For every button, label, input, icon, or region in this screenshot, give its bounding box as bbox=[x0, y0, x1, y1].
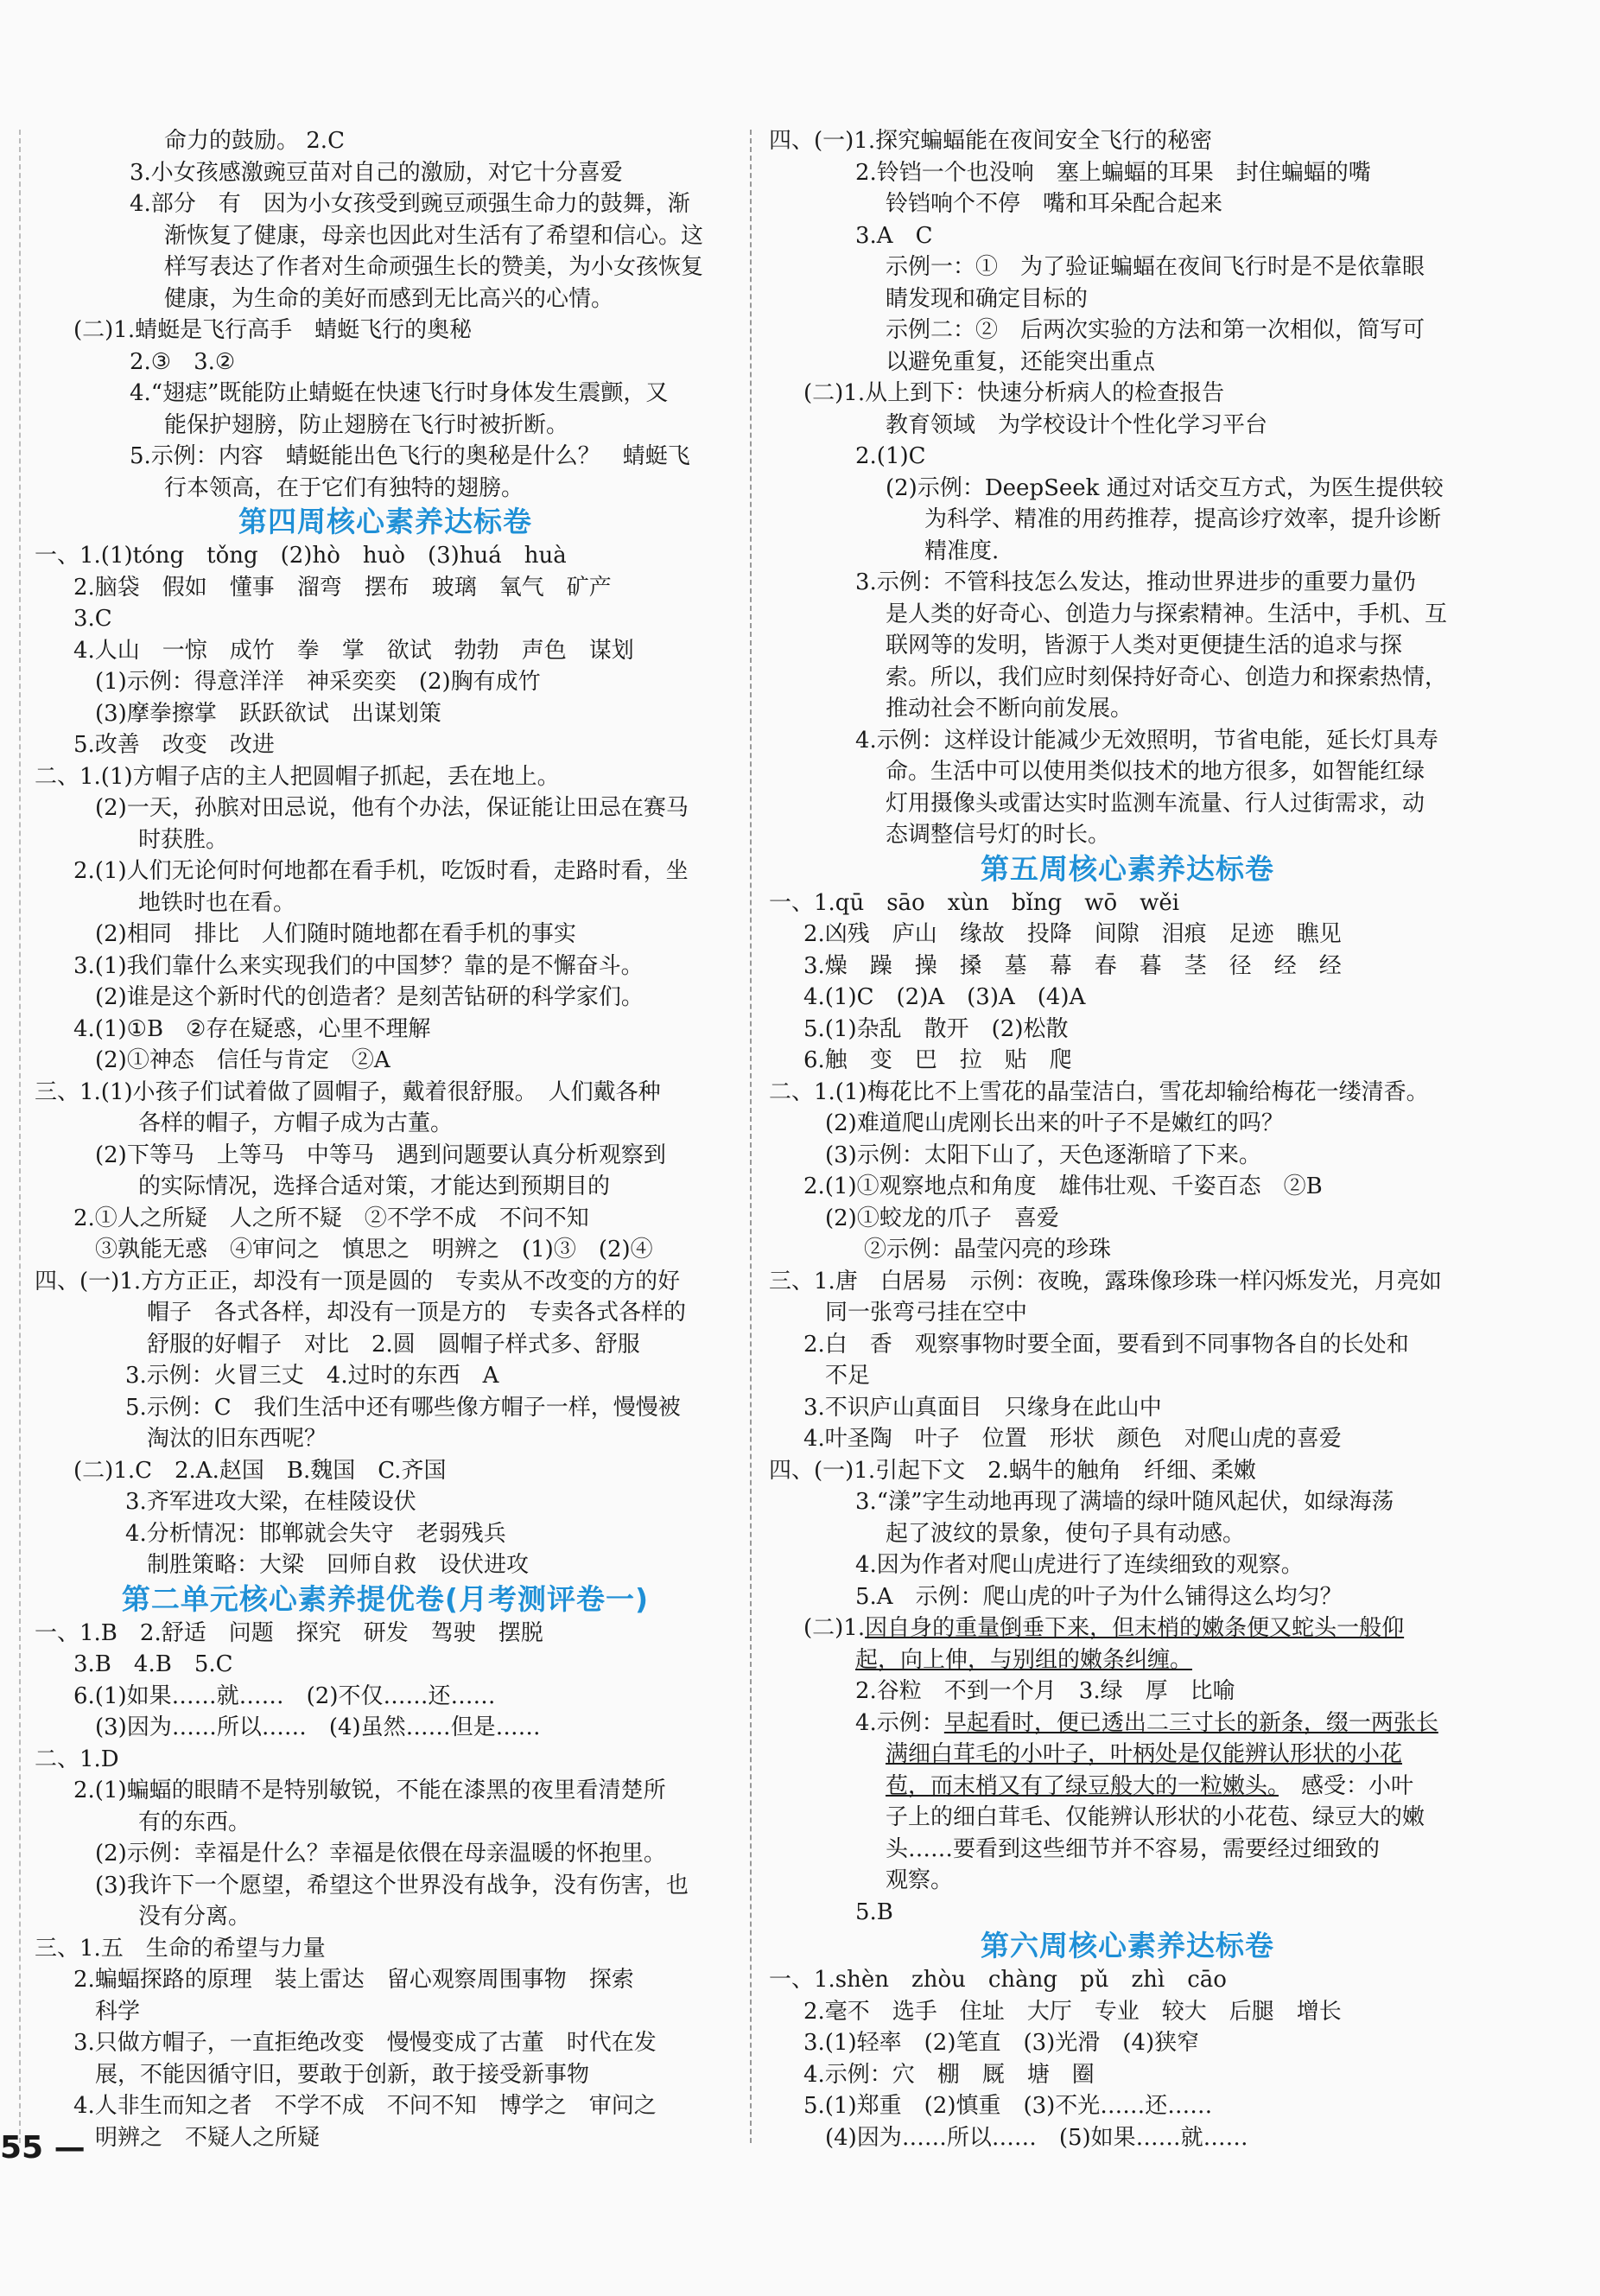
answer-line bbox=[769, 473, 1486, 505]
answer-line bbox=[35, 1297, 736, 1329]
section-title bbox=[769, 1928, 1486, 1964]
answer-text: (1)示例：得意洋洋 神采奕奕 (2)胸有成竹 bbox=[95, 669, 541, 695]
answer-line bbox=[35, 1518, 736, 1550]
answer-text: 三、1.五 生命的希望与力量 bbox=[35, 1935, 326, 1962]
answer-line bbox=[35, 540, 736, 572]
answer-text: 3.示例：不管科技怎么发达，推动世界进步的重要力量仍 bbox=[855, 569, 1416, 595]
answer-line bbox=[769, 1549, 1486, 1581]
section-title-text: 第五周核心素养达标卷 bbox=[981, 851, 1274, 886]
answer-line bbox=[769, 1077, 1486, 1109]
answer-line bbox=[769, 1423, 1486, 1455]
answer-text: 4.示例： bbox=[855, 1709, 944, 1736]
answer-line bbox=[35, 251, 736, 283]
answer-text: 5.示例：C 我们生活中还有哪些像方帽子一样，慢慢被 bbox=[125, 1394, 681, 1421]
answer-text: 3.小女孩感激豌豆苗对自己的激励，对它十分喜爱 bbox=[130, 159, 623, 186]
answer-text: 3.(1)我们靠什么来实现我们的中国梦？靠的是不懈奋斗。 bbox=[73, 952, 644, 979]
answer-text: 5.B bbox=[855, 1898, 893, 1925]
answer-line bbox=[35, 347, 736, 378]
answer-text: 为科学、精准的用药推荐，提高诊疗效率，提升诊断 bbox=[924, 506, 1442, 532]
answer-text: 一、1.qū sāo xùn bǐng wō wěi bbox=[769, 889, 1180, 916]
answer-text: 一、1.B 2.舒适 问题 探究 研发 驾驶 摆脱 bbox=[35, 1619, 543, 1646]
answer-text: 索。所以，我们应时刻保持好奇心、创造力和探索热情， bbox=[886, 664, 1448, 690]
answer-line bbox=[35, 1681, 736, 1713]
answer-text: 的实际情况，选择合适对策，才能达到预期目的 bbox=[138, 1173, 611, 1199]
answer-text: (2)一天，孙膑对田忌说，他有个办法，保证能让田忌在赛马 bbox=[95, 795, 689, 821]
section-title-text: 第四周核心素养达标卷 bbox=[238, 505, 532, 538]
answer-text: 2.谷粒 不到一个月 3.绿 厚 比喻 bbox=[855, 1678, 1235, 1704]
answer-line bbox=[35, 1140, 736, 1172]
answer-text: 地铁时也在看。 bbox=[138, 889, 296, 916]
answer-text: ③孰能无惑 ④审问之 慎思之 明辨之 (1)③ (2)④ bbox=[95, 1237, 653, 1262]
answer-text: 起了波纹的景象，使句子具有动感。 bbox=[886, 1520, 1246, 1547]
answer-line bbox=[35, 157, 736, 189]
answer-text: (2)示例：幸福是什么？幸福是依偎在母亲温暖的怀抱里。 bbox=[95, 1841, 666, 1867]
answer-text: 2.(1)蝙蝠的眼睛不是特别敏锐，不能在漆黑的夜里看清楚所 bbox=[73, 1778, 666, 1803]
answer-line bbox=[769, 347, 1486, 378]
answer-text: (3)我许下一个愿望，希望这个世界没有战争，没有伤害，也 bbox=[95, 1872, 689, 1898]
answer-line bbox=[35, 1045, 736, 1077]
answer-line bbox=[769, 1203, 1486, 1235]
answer-text: 一、1.(1)tóng tǒng (2)hò huò (3)huá huà bbox=[35, 543, 567, 569]
answer-line bbox=[769, 1964, 1486, 1996]
answer-line bbox=[35, 1171, 736, 1203]
answer-text: 同一张弯弓挂在空中 bbox=[825, 1300, 1028, 1326]
answer-text: 一、1.shèn zhòu chàng pǔ zhì cāo bbox=[769, 1967, 1227, 1993]
answer-text: 头……要看到这些细节并不容易，需要经过细致的 bbox=[886, 1835, 1381, 1862]
answer-line bbox=[35, 1712, 736, 1744]
answer-text: (2)谁是这个新时代的创造者？是刻苦钻研的科学家们。 bbox=[95, 984, 644, 1010]
answer-text: 3.“漾”字生动地再现了满墙的绿叶随风起伏，如绿海荡 bbox=[855, 1489, 1394, 1515]
answer-line bbox=[769, 1171, 1486, 1203]
page-number: 55 — bbox=[0, 2130, 86, 2166]
answer-text: (3)摩拳擦掌 跃跃欲试 出谋划策 bbox=[95, 700, 441, 727]
answer-text: 4.示例：穴 棚 厩 塘 圈 bbox=[803, 2061, 1095, 2088]
answer-line bbox=[35, 410, 736, 442]
answer-text: ②示例：晶莹闪亮的珍珠 bbox=[864, 1237, 1112, 1262]
answer-line bbox=[35, 1329, 736, 1361]
answer-text: 子上的细白茸毛、仅能辨认形状的小花苞、绿豆大的嫩 bbox=[886, 1804, 1425, 1830]
answer-line bbox=[769, 693, 1486, 725]
answer-text: (2)①神态 信任与肯定 ②A bbox=[95, 1047, 390, 1073]
answer-line bbox=[769, 1486, 1486, 1518]
answer-line bbox=[35, 1077, 736, 1109]
answer-text: 铃铛响个不停 嘴和耳朵配合起来 bbox=[886, 191, 1223, 217]
answer-text: 2.(1)①观察地点和角度 雄伟壮观、千姿百态 ②B bbox=[803, 1173, 1323, 1199]
answer-line bbox=[769, 1045, 1486, 1077]
answer-line bbox=[769, 283, 1486, 315]
answer-text: 2.白 香 观察事物时要全面，要看到不同事物各自的长处和 bbox=[803, 1331, 1409, 1358]
answer-line bbox=[769, 504, 1486, 536]
answer-text: 2.脑袋 假如 懂事 溜弯 摆布 玻璃 氧气 矿产 bbox=[73, 574, 612, 601]
answer-line bbox=[35, 951, 736, 983]
section-title bbox=[769, 851, 1486, 887]
answer-line bbox=[769, 1360, 1486, 1392]
answer-text: 命。生活中可以使用类似技术的地方很多，如智能红绿 bbox=[886, 759, 1425, 785]
answer-line bbox=[35, 666, 736, 698]
answer-line bbox=[35, 855, 736, 887]
answer-text: 3.(1)轻率 (2)笔直 (3)光滑 (4)狭窄 bbox=[803, 2030, 1200, 2056]
answer-text: (二)1.从上到下：快速分析病人的检查报告 bbox=[803, 380, 1225, 406]
answer-line bbox=[769, 599, 1486, 631]
answer-text: 4.分析情况：邯郸就会失守 老弱残兵 bbox=[125, 1520, 506, 1547]
answer-text: 渐恢复了健康，母亲也因此对生活有了希望和信心。这 bbox=[164, 222, 704, 249]
answer-text: 3.燥 躁 操 搡 墓 幕 春 暮 茎 径 经 经 bbox=[803, 952, 1342, 979]
answer-line bbox=[35, 1964, 736, 1996]
answer-line bbox=[35, 1996, 736, 2028]
answer-line bbox=[769, 378, 1486, 410]
answer-line bbox=[769, 919, 1486, 951]
answer-line bbox=[769, 2090, 1486, 2122]
answer-text: 5.(1)杂乱 散开 (2)松散 bbox=[803, 1015, 1069, 1042]
answer-text: 能保护翅膀，防止翅膀在飞行时被折断。 bbox=[164, 411, 569, 438]
underlined-text: 起，向上伸，与别组的嫩条纠缠。 bbox=[855, 1646, 1193, 1673]
answer-text: 5.改善 改变 改进 bbox=[73, 732, 275, 758]
right-column bbox=[769, 125, 1486, 2153]
answer-line bbox=[35, 283, 736, 315]
answer-line bbox=[35, 1108, 736, 1140]
left-column bbox=[35, 125, 736, 2153]
answer-text: 4.因为作者对爬山虎进行了连续细致的观察。 bbox=[855, 1552, 1304, 1578]
answer-text: 观察。 bbox=[886, 1867, 954, 1893]
answer-line bbox=[769, 1014, 1486, 1046]
answer-line bbox=[769, 1865, 1486, 1897]
answer-line bbox=[35, 761, 736, 793]
answer-line bbox=[769, 1996, 1486, 2028]
answer-line bbox=[769, 125, 1486, 157]
answer-line bbox=[769, 1329, 1486, 1361]
answer-text: 精准度. bbox=[924, 537, 1000, 564]
answer-text: 4.“翅痣”既能防止蜻蜓在快速飞行时身体发生震颤，又 bbox=[130, 380, 669, 406]
answer-line bbox=[769, 1140, 1486, 1172]
answer-line bbox=[35, 1423, 736, 1455]
answer-line bbox=[769, 725, 1486, 757]
answer-text: 4.人山 一惊 成竹 拳 掌 欲试 勃勃 声色 谋划 bbox=[73, 637, 634, 664]
answer-line bbox=[769, 188, 1486, 220]
answer-line bbox=[35, 635, 736, 667]
section-title-text: 第六周核心素养达标卷 bbox=[981, 1929, 1274, 1962]
answer-line bbox=[35, 378, 736, 410]
answer-line bbox=[769, 788, 1486, 820]
answer-text: 3.不识庐山真面目 只缘身在此山中 bbox=[803, 1394, 1162, 1421]
answer-text: 二、1.D bbox=[35, 1746, 119, 1772]
answer-line bbox=[769, 315, 1486, 347]
answer-line bbox=[769, 1644, 1486, 1676]
answer-line bbox=[769, 819, 1486, 851]
answer-line bbox=[769, 1108, 1486, 1140]
answer-text: 5.(1)郑重 (2)慎重 (3)不光……还…… bbox=[803, 2093, 1213, 2119]
answer-text: 四、(一)1.探究蝙蝠能在夜间安全飞行的秘密 bbox=[769, 128, 1213, 154]
answer-line bbox=[35, 473, 736, 505]
answer-text: (二)1.C 2.A.赵国 B.魏国 C.齐国 bbox=[73, 1457, 447, 1484]
answer-line bbox=[35, 1901, 736, 1933]
answer-text: 6.触 变 巴 拉 贴 爬 bbox=[803, 1047, 1072, 1073]
answer-line bbox=[35, 1455, 736, 1487]
answer-text: 四、(一)1.引起下文 2.蜗牛的触角 纤细、柔嫩 bbox=[769, 1457, 1256, 1484]
section-title bbox=[35, 1581, 736, 1618]
answer-line bbox=[769, 567, 1486, 599]
answer-line bbox=[769, 1897, 1486, 1929]
answer-text: 二、1.(1)梅花比不上雪花的晶莹洁白，雪花却输给梅花一缕清香。 bbox=[769, 1078, 1429, 1105]
section-title bbox=[35, 504, 736, 540]
answer-line bbox=[35, 1392, 736, 1424]
answer-text: 以避免重复，还能突出重点 bbox=[886, 348, 1156, 375]
answer-line bbox=[35, 1203, 736, 1235]
answer-line bbox=[35, 2059, 736, 2091]
answer-line bbox=[35, 1549, 736, 1581]
answer-line bbox=[35, 1266, 736, 1298]
answer-line bbox=[35, 1360, 736, 1392]
answer-text: 样写表达了作者对生命顽强生长的赞美，为小女孩恢复 bbox=[164, 254, 704, 280]
answer-line bbox=[769, 1297, 1486, 1329]
answer-text: 推动社会不断向前发展。 bbox=[886, 696, 1133, 722]
answer-line bbox=[35, 188, 736, 220]
answer-text: 制胜策略：大梁 回师自救 设伏进攻 bbox=[147, 1552, 530, 1578]
answer-line bbox=[769, 982, 1486, 1014]
answer-text: 四、(一)1.方方正正，却没有一顶是圆的 专卖从不改变的方的好 bbox=[35, 1268, 681, 1294]
answer-text: (二)1. bbox=[803, 1615, 866, 1641]
answer-text: 科学 bbox=[95, 1998, 141, 2025]
answer-text: 舒服的好帽子 对比 2.圆 圆帽子样式多、舒服 bbox=[147, 1331, 640, 1358]
answer-line bbox=[35, 1838, 736, 1870]
answer-text: (2)示例：DeepSeek 通过对话交互方式，为医生提供较 bbox=[886, 474, 1444, 501]
answer-line bbox=[35, 1618, 736, 1650]
answer-text: 三、1.(1)小孩子们试着做了圆帽子，戴着很舒服。 人们戴各种 bbox=[35, 1078, 661, 1105]
answer-line bbox=[769, 1234, 1486, 1266]
answer-line bbox=[35, 2027, 736, 2059]
answer-text: 命力的鼓励。 2.C bbox=[164, 128, 345, 154]
answer-text: 3.B 4.B 5.C bbox=[73, 1651, 233, 1677]
answer-line bbox=[35, 441, 736, 473]
answer-text: 联网等的发明，皆源于人类对更便捷生活的追求与探 bbox=[886, 633, 1403, 658]
answer-text: (2)难道爬山虎刚长出来的叶子不是嫩红的吗？ bbox=[825, 1110, 1284, 1136]
answer-line bbox=[35, 698, 736, 730]
answer-text: 是人类的好奇心、创造力与探索精神。生活中，手机、互 bbox=[886, 601, 1448, 627]
answer-text: (2)相同 排比 人们随时随地都在看手机的事实 bbox=[95, 921, 576, 947]
answer-text: 睛发现和确定目标的 bbox=[886, 285, 1089, 312]
binding-edge bbox=[19, 130, 21, 2143]
answer-line bbox=[35, 824, 736, 856]
answer-line bbox=[769, 2122, 1486, 2154]
answer-line bbox=[769, 1771, 1486, 1803]
answer-line bbox=[769, 1518, 1486, 1550]
answer-line bbox=[769, 251, 1486, 283]
answer-text: 4.部分 有 因为小女孩受到豌豆顽强生命力的鼓舞，渐 bbox=[130, 191, 690, 217]
answer-line bbox=[769, 220, 1486, 252]
underlined-text: 满细白茸毛的小叶子，叶柄处是仅能辨认形状的小花 bbox=[886, 1741, 1403, 1767]
underlined-text: 苞，而末梢又有了绿豆般大的一粒嫩头。 bbox=[886, 1772, 1279, 1799]
answer-line bbox=[769, 756, 1486, 788]
answer-text: 态调整信号灯的时长。 bbox=[886, 822, 1111, 848]
answer-text: (2)①蛟龙的爪子 喜爱 bbox=[825, 1205, 1059, 1231]
answer-text: 2.③ 3.② bbox=[130, 348, 236, 375]
underlined-text: 因自身的重量倒垂下来，但末梢的嫩条便又蛇头一般仰 bbox=[865, 1615, 1405, 1641]
answer-line bbox=[769, 2059, 1486, 2091]
answer-text: 2.蝙蝠探路的原理 装上雷达 留心观察周围事物 探索 bbox=[73, 1967, 634, 1993]
answer-text: 有的东西。 bbox=[138, 1809, 251, 1835]
answer-line bbox=[769, 1802, 1486, 1834]
answer-text: 灯用摄像头或雷达实时监测车流量、行人过街需求，动 bbox=[886, 790, 1425, 817]
answer-text: 2.(1)人们无论何时何地都在看手机，吃饭时看，走路时看，坐 bbox=[73, 858, 689, 884]
answer-text: 2.毫不 选手 住址 大厅 专业 较大 后腿 增长 bbox=[803, 1998, 1342, 2025]
underlined-text: 早起看时，便已透出二三寸长的新条，缀一两张长 bbox=[943, 1709, 1438, 1736]
answer-text: 2.①人之所疑 人之所不疑 ②不学不成 不问不知 bbox=[73, 1205, 589, 1231]
column-divider bbox=[750, 130, 752, 2143]
answer-text: 4.叶圣陶 叶子 位置 形状 颜色 对爬山虎的喜爱 bbox=[803, 1426, 1342, 1452]
answer-line bbox=[35, 572, 736, 604]
answer-text: 3.C bbox=[73, 606, 112, 632]
answer-text: 展，不能因循守旧，要敢于创新，敢于接受新事物 bbox=[95, 2061, 590, 2088]
answer-line bbox=[769, 662, 1486, 694]
answer-line bbox=[769, 536, 1486, 568]
answer-text: 示例二：② 后两次实验的方法和第一次相似，简写可 bbox=[886, 317, 1425, 343]
answer-line bbox=[769, 410, 1486, 442]
answer-text: 感受：小叶 bbox=[1279, 1772, 1414, 1799]
answer-line bbox=[769, 630, 1486, 662]
answer-line bbox=[35, 125, 736, 157]
answer-text: 健康，为生命的美好而感到无比高兴的心情。 bbox=[164, 285, 614, 312]
answer-text: 行本领高，在于它们有独特的翅膀。 bbox=[164, 474, 524, 501]
answer-line bbox=[35, 792, 736, 824]
answer-text: 没有分离。 bbox=[138, 1904, 251, 1930]
answer-line bbox=[35, 603, 736, 635]
answer-line bbox=[35, 1234, 736, 1266]
answer-line bbox=[769, 1581, 1486, 1613]
answer-text: 三、1.唐 白居易 示例：夜晚，露珠像珍珠一样闪烁发光，月亮如 bbox=[769, 1268, 1442, 1294]
section-title-text: 第二单元核心素养提优卷(月考测评卷一) bbox=[121, 1581, 650, 1616]
answer-text: 不足 bbox=[825, 1363, 871, 1389]
answer-text: 3.只做方帽子，一直拒绝改变 慢慢变成了古董 时代在发 bbox=[73, 2030, 657, 2056]
answer-line bbox=[35, 2122, 736, 2154]
answer-line bbox=[769, 1266, 1486, 1298]
answer-line bbox=[769, 157, 1486, 189]
answer-line bbox=[769, 2027, 1486, 2059]
answer-line bbox=[35, 1744, 736, 1776]
answer-text: 淘汰的旧东西呢？ bbox=[147, 1426, 327, 1452]
answer-text: 示例一：① 为了验证蝙蝠在夜间飞行时是不是依靠眼 bbox=[886, 254, 1425, 280]
answer-text: (2)下等马 上等马 中等马 遇到问题要认真分析观察到 bbox=[95, 1142, 666, 1168]
answer-line bbox=[769, 1739, 1486, 1771]
answer-line bbox=[35, 919, 736, 951]
answer-text: 6.(1)如果……就…… (2)不仅……还…… bbox=[73, 1682, 496, 1709]
answer-line bbox=[35, 887, 736, 919]
answer-line bbox=[769, 1392, 1486, 1424]
answer-text: 教育领域 为学校设计个性化学习平台 bbox=[886, 411, 1268, 438]
answer-text: 2.凶残 庐山 缘故 投降 间隙 泪痕 足迹 瞧见 bbox=[803, 921, 1342, 947]
answer-text: (二)1.蜻蜓是飞行高手 蜻蜓飞行的奥秘 bbox=[73, 317, 473, 343]
answer-text: 4.示例：这样设计能减少无效照明，节省电能，延长灯具寿 bbox=[855, 727, 1438, 754]
answer-line bbox=[35, 1649, 736, 1681]
answer-text: (3)示例：太阳下山了，天色逐渐暗了下来。 bbox=[825, 1142, 1261, 1168]
answer-text: (4)因为……所以…… (5)如果……就…… bbox=[825, 2124, 1248, 2151]
answer-text: 2.(1)C bbox=[855, 443, 926, 469]
answer-line bbox=[769, 1455, 1486, 1487]
answer-line bbox=[35, 1933, 736, 1965]
answer-text: 4.(1)①B ②存在疑惑，心里不理解 bbox=[73, 1015, 431, 1042]
answer-line bbox=[769, 1708, 1486, 1739]
answer-text: 各样的帽子，方帽子成为古董。 bbox=[138, 1110, 454, 1136]
answer-line bbox=[35, 2090, 736, 2122]
answer-line bbox=[769, 441, 1486, 473]
answer-text: 4.(1)C (2)A (3)A (4)A bbox=[803, 984, 1086, 1010]
answer-text: 4.人非生而知之者 不学不成 不问不知 博学之 审问之 bbox=[73, 2093, 657, 2119]
answer-line bbox=[769, 1834, 1486, 1866]
answer-text: (3)因为……所以…… (4)虽然……但是…… bbox=[95, 1714, 541, 1740]
answer-line bbox=[35, 1870, 736, 1902]
answer-line bbox=[769, 1676, 1486, 1708]
answer-line bbox=[35, 315, 736, 347]
answer-text: 3.示例：火冒三丈 4.过时的东西 A bbox=[125, 1363, 499, 1389]
answer-line bbox=[35, 1014, 736, 1046]
answer-line bbox=[769, 951, 1486, 983]
answer-text: 2.铃铛一个也没响 塞上蝙蝠的耳果 封住蝙蝠的嘴 bbox=[855, 159, 1371, 186]
answer-text: 5.A 示例：爬山虎的叶子为什么铺得这么均匀？ bbox=[855, 1583, 1343, 1610]
answer-text: 帽子 各式各样，却没有一顶是方的 专卖各式各样的 bbox=[147, 1300, 687, 1326]
answer-text: 时获胜。 bbox=[138, 826, 229, 853]
answer-text: 二、1.(1)方帽子店的主人把圆帽子抓起，丢在地上。 bbox=[35, 763, 560, 790]
answer-line bbox=[35, 1486, 736, 1518]
answer-text: 5.示例：内容 蜻蜓能出色飞行的奥秘是什么？ 蜻蜓飞 bbox=[130, 443, 690, 469]
answer-line bbox=[35, 220, 736, 252]
answer-line bbox=[769, 1612, 1486, 1644]
answer-line bbox=[35, 1775, 736, 1807]
answer-text: 3.A C bbox=[855, 222, 933, 249]
answer-line bbox=[35, 729, 736, 761]
answer-line bbox=[35, 982, 736, 1014]
answer-text: 明辨之 不疑人之所疑 bbox=[95, 2124, 321, 2151]
answer-text: 3.齐军进攻大梁，在桂陵设伏 bbox=[125, 1489, 416, 1515]
answer-line bbox=[769, 887, 1486, 919]
answer-line bbox=[35, 1807, 736, 1839]
